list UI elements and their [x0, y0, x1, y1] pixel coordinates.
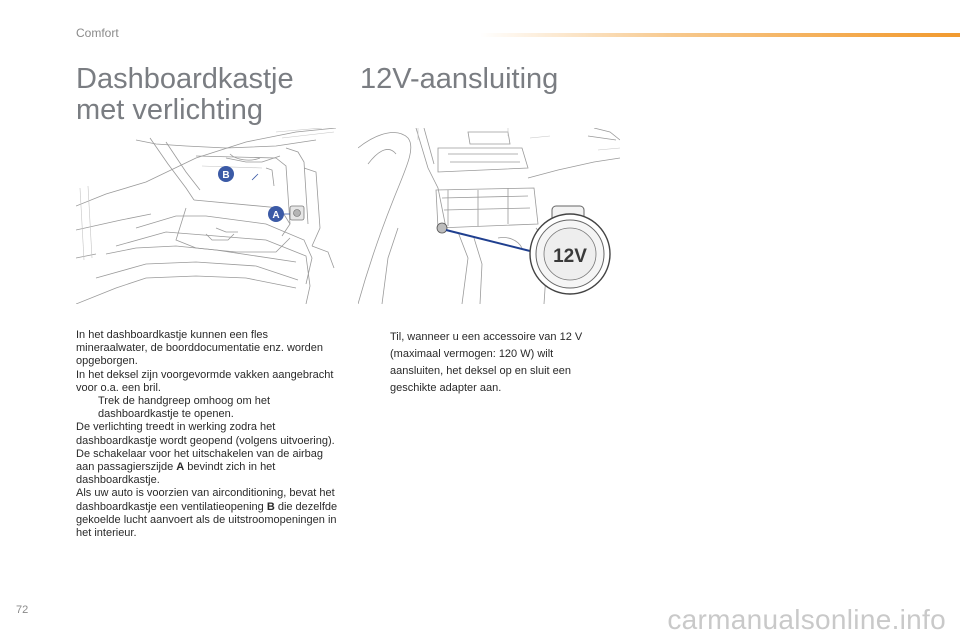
p4-pre: De schakelaar voor het uitschakelen van de airbag aan passagierszijde [76, 447, 324, 474]
socket-bullet [368, 329, 608, 397]
glovebox-paragraph-1: In het dashboardkastje kunnen een fles mineraalwater, de boorddocumentatie enz. worden opgeborgen. [76, 329, 324, 368]
glovebox-title: Dashboardkastje met verlichting [76, 63, 294, 126]
glovebox-paragraph-5 [76, 487, 341, 540]
p4-bold: A [176, 461, 185, 474]
glovebox-illustration [76, 128, 336, 304]
watermark: carmanualsonline.info [667, 604, 946, 635]
glovebox-paragraph-2: In het deksel zijn voorgevormde vakken aangebracht voor o.a. een bril. [76, 368, 334, 394]
socket-title: 12V-aansluiting [360, 63, 559, 95]
glovebox-paragraph-4 [76, 448, 341, 488]
socket-illustration [358, 128, 620, 304]
socket-bullet-text: Til, wanneer u een accessoire van 12 V (maximaal vermogen: 120 W) wilt aansluiten, het deksel op en sluit een geschikte adapter aan. [390, 331, 583, 394]
glovebox-bullet-text: Trek de handgreep omhoog om het dashboardkastje te openen. [98, 395, 271, 421]
p5-bold: B [266, 500, 275, 513]
socket-label: 12V [553, 246, 587, 267]
socket-text [368, 329, 608, 397]
glovebox-bullet [76, 395, 341, 421]
label-a: A [272, 210, 280, 221]
glovebox-drawing [76, 128, 336, 304]
glovebox-paragraph-3: De verlichting treedt in werking zodra het dashboardkastje wordt geopend (volgens uitvoering). [76, 421, 335, 447]
p5-post: die dezelfde gekoelde lucht aanvoert als de uitstroomopeningen in het interieur. [76, 500, 338, 540]
section-label: Comfort [76, 26, 119, 40]
label-b: B [222, 170, 230, 181]
p4-post: bevindt zich in het dashboardkastje. [76, 461, 276, 487]
p5-pre: Als uw auto is voorzien van airconditioning, bevat het dashboardkastje een ventilatieopening [76, 487, 335, 513]
header-accent-bar [480, 33, 960, 37]
glovebox-text [76, 329, 341, 540]
socket-closeup [530, 206, 610, 294]
callout-line [446, 230, 542, 254]
socket-location-marker [437, 223, 447, 233]
socket-drawing [358, 128, 620, 304]
page-number: 72 [16, 604, 29, 616]
